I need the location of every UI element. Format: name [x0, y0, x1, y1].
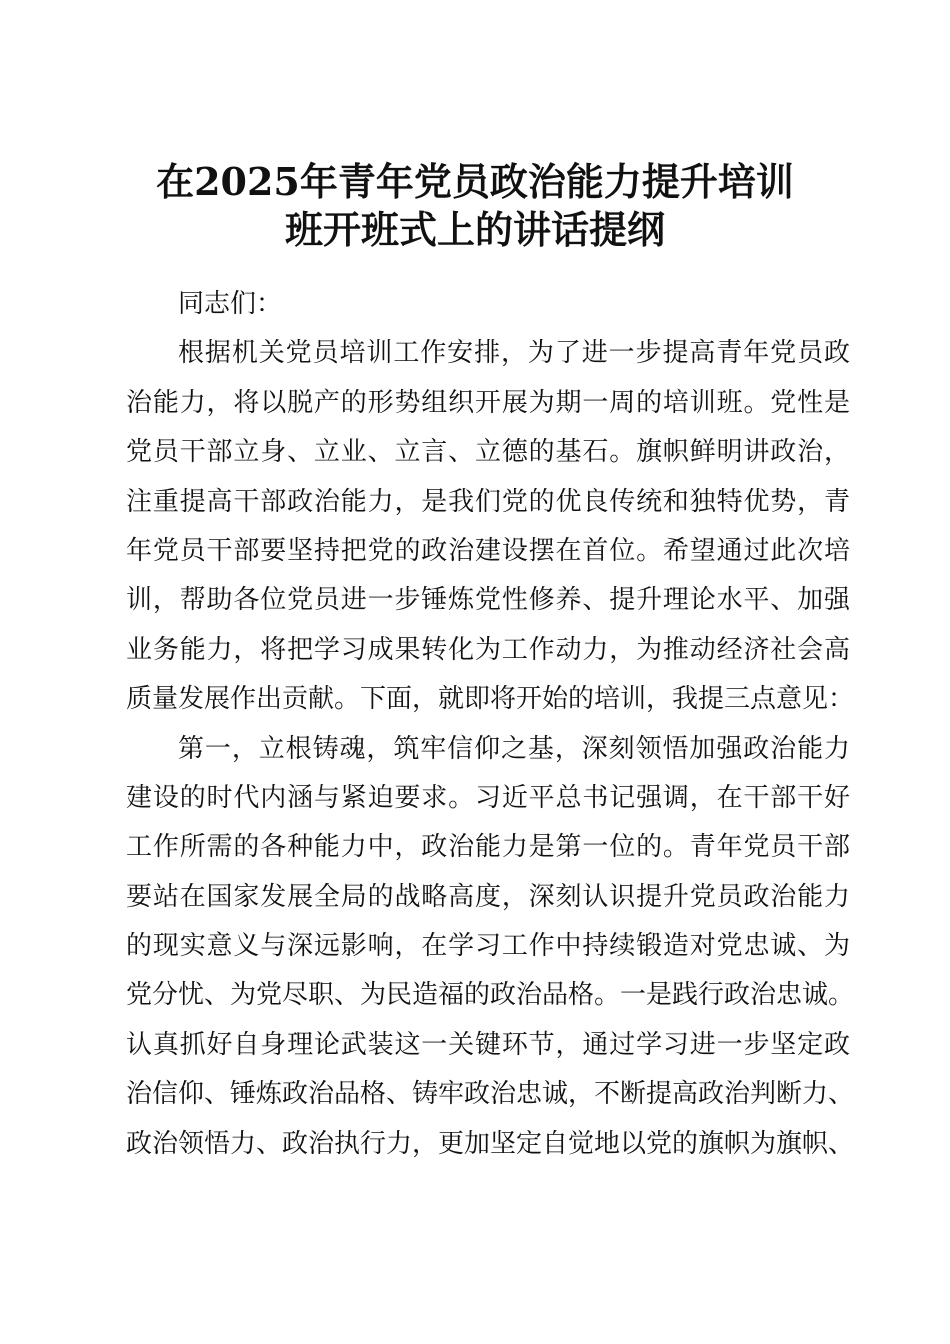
paragraph-line: 训，帮助各位党员进一步锤炼党性修养、提升理论水平、加强 [126, 585, 850, 616]
paragraph-line: 党分忧、为党尽职、为民造福的政治品格。一是践行政治忠诚。 [126, 980, 855, 1011]
paragraph-line: 年党员干部要坚持把党的政治建设摆在首位。希望通过此次培 [126, 535, 850, 566]
paragraph-line: 根据机关党员培训工作安排，为了进一步提高青年党员政 [178, 338, 850, 369]
paragraph-line: 第一，立根铸魂，筑牢信仰之基，深刻领悟加强政治能力 [178, 733, 850, 764]
paragraph-line: 治能力，将以脱产的形势组织开展为期一周的培训班。党性是 [126, 387, 850, 418]
salutation: 同志们： [178, 289, 283, 319]
paragraph-line: 工作所需的各种能力中，政治能力是第一位的。青年党员干部 [126, 832, 850, 863]
document-title [100, 158, 850, 254]
paragraph-line: 注重提高干部政治能力，是我们党的优良传统和独特优势，青 [126, 486, 850, 517]
paragraph-line: 质量发展作出贡献。下面，就即将开始的培训，我提三点意见： [126, 684, 855, 715]
document-body [126, 280, 855, 1169]
paragraph-line: 党员干部立身、立业、立言、立德的基石。旗帜鲜明讲政治， [126, 437, 850, 468]
title-line-2: 班开班式上的讲话提纲 [284, 207, 665, 252]
paragraph-line: 认真抓好自身理论武装这一关键环节，通过学习进一步坚定政 [126, 1029, 850, 1060]
paragraph-line: 的现实意义与深远影响，在学习工作中持续锻造对党忠诚、为 [126, 931, 850, 962]
paragraph-1 [126, 329, 855, 724]
paragraph-line: 业务能力，将把学习成果转化为工作动力，为推动经济社会高 [126, 634, 850, 665]
paragraph-line: 建设的时代内涵与紧迫要求。习近平总书记强调，在干部干好 [126, 782, 850, 813]
paragraph-line: 政治领悟力、政治执行力，更加坚定自觉地以党的旗帜为旗帜、 [126, 1128, 855, 1159]
paragraph-line: 要站在国家发展全局的战略高度，深刻认识提升党员政治能力 [126, 881, 850, 912]
paragraph-line: 治信仰、锤炼政治品格、铸牢政治忠诚，不断提高政治判断力、 [126, 1079, 855, 1110]
paragraph-2 [126, 725, 855, 1170]
title-line-1: 在2025年青年党员政治能力提升培训 [156, 159, 794, 204]
